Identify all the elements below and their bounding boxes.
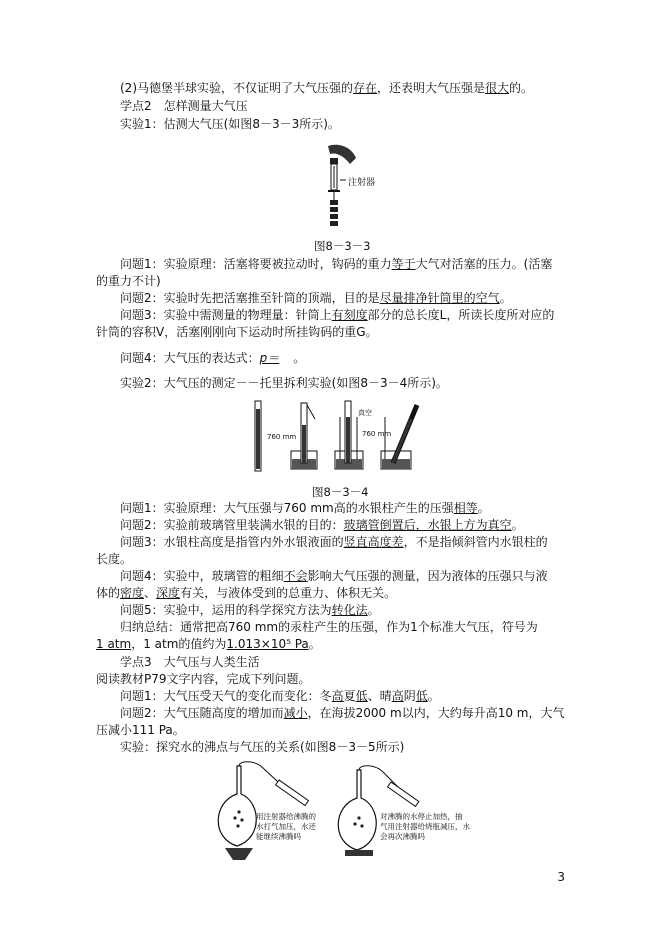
- text: 影响大气压强的测量，因为液体的压强只与液: [307, 569, 548, 583]
- question-1-principle: [120, 256, 552, 272]
- blank-answer: 竖直高度差: [343, 535, 404, 549]
- text: 。: [477, 501, 490, 515]
- paragraph-magdeburg: [120, 80, 533, 96]
- text: 有关，与液体受到的总重力、体积无关。: [180, 586, 397, 600]
- torricelli-question-2: [120, 517, 524, 533]
- text: 。: [308, 637, 321, 651]
- section-heading-3: 学点3 大气压与人类生活: [120, 655, 260, 669]
- text: ，1 atm的值约为: [131, 637, 227, 651]
- experiment-1-title: 实验1：估测大气压(如图8－3－3所示)。: [120, 117, 340, 131]
- question-1-cont: 的重力不计): [96, 274, 161, 288]
- life-question-1: [120, 688, 440, 704]
- text: 问题4：大气压的表达式：: [120, 351, 260, 365]
- text: 对沸腾的水停止加热，抽: [380, 812, 463, 821]
- height-label-1: 760 mm: [267, 433, 297, 441]
- text: 问题1：实验原理：大气压强与760 mm高的水银柱产生的压强: [120, 501, 454, 515]
- question-3: [120, 307, 554, 323]
- text: 。: [293, 351, 306, 365]
- text: ，不是指倾斜管内水银柱的: [403, 535, 548, 549]
- text: ，在海拔2000 m以内，大约每升高10 m，大气: [307, 706, 565, 720]
- text: 问题5：实验中，运用的科学探究方法为: [120, 603, 332, 617]
- text: 水打气加压，水还: [256, 822, 316, 831]
- blank-answer: 深度: [156, 586, 181, 600]
- text: 问题2：大气压随高度的增加而: [120, 706, 284, 720]
- text: 问题3：水银柱高度是指管内外水银液面的: [120, 535, 344, 549]
- blank-answer: 玻璃管倒置后，水银上方为真空: [343, 518, 512, 532]
- blank-answer: 很大: [485, 81, 510, 95]
- figure-caption-2: 图8－3－4: [312, 485, 369, 499]
- blank-answer: 有刻度: [331, 308, 368, 322]
- life-question-2: [120, 705, 564, 721]
- text: 。: [367, 603, 380, 617]
- blank-answer: 等于: [391, 257, 416, 271]
- question-2: [120, 290, 512, 306]
- text: 夏: [343, 689, 356, 703]
- text: 问题2：实验时先把活塞推至针筒的顶端，目的是: [120, 291, 380, 305]
- page-number: 3: [557, 870, 565, 884]
- reading-instruction: 阅读教材P79文字内容，完成下列问题。: [96, 672, 311, 686]
- syringe-label: 注射器: [348, 178, 376, 188]
- blank-answer: 低: [415, 689, 428, 703]
- text: 。: [499, 291, 512, 305]
- text: 问题1：大气压受天气的变化而变化：冬: [120, 689, 332, 703]
- text: 气用注射器给烧瓶减压，水: [380, 822, 470, 831]
- text: 大气对活塞的压力。(活塞: [415, 257, 553, 271]
- text: 体的: [96, 586, 121, 600]
- blank-answer: 1.013×10⁵ Pa: [226, 637, 309, 651]
- vacuum-label: 真空: [358, 409, 372, 417]
- question-3-cont: 针筒的容积V，活塞刚刚向下运动时所挂钩码的重G。: [96, 325, 378, 339]
- torricelli-question-5: [120, 602, 380, 618]
- left-flask-caption: [256, 812, 316, 842]
- height-label-2: 760 mm: [362, 430, 392, 438]
- text: 能继续沸腾吗: [256, 832, 301, 841]
- blank-answer: 1 atm: [96, 637, 132, 651]
- text: (2)马德堡半球实验，不仅证明了大气压强的: [120, 81, 353, 95]
- text: 部分的总长度L，所读长度所对应的: [367, 308, 555, 322]
- summary-cont: [96, 636, 321, 652]
- torricelli-question-3-cont: 长度。: [96, 552, 133, 566]
- life-question-2-cont: 压减小111 Pa。: [96, 723, 185, 737]
- boiling-figure: [205, 760, 475, 862]
- blank-answer: 高: [331, 689, 344, 703]
- text: 问题1：实验原理：活塞将要被拉动时，钩码的重力: [120, 257, 392, 271]
- blank-answer: 存在: [353, 81, 378, 95]
- torricelli-question-3: [120, 534, 548, 550]
- right-flask-caption: [380, 812, 470, 842]
- text: 问题3：实验中需测量的物理量：针筒上: [120, 308, 332, 322]
- question-4: [120, 350, 305, 366]
- summary: 归纳总结：通常把高760 mm的汞柱产生的压强，作为1个标准大气压，符号为: [120, 620, 538, 634]
- torricelli-question-4-cont: [96, 585, 396, 601]
- text: 用注射器给沸腾的: [256, 812, 316, 821]
- text: 。: [511, 518, 524, 532]
- torricelli-question-4: [120, 568, 548, 584]
- blank-answer: 减小: [283, 706, 308, 720]
- experiment-2-title: 实验2：大气压的测定－－托里拆利实验(如图8－3－4所示)。: [120, 376, 448, 390]
- text: 阴: [403, 689, 416, 703]
- text: 问题2：实验前玻璃管里装满水银的目的：: [120, 518, 344, 532]
- blank-answer: 相等: [453, 501, 478, 515]
- text: 问题4：实验中，玻璃管的粗细: [120, 569, 284, 583]
- blank-answer: 低: [355, 689, 368, 703]
- figure-caption-1: 图8－3－3: [314, 239, 371, 253]
- text: 。: [427, 689, 440, 703]
- text: ，还表明大气压强是: [377, 81, 486, 95]
- blank-answer: 尽量排净针筒里的空气: [379, 291, 500, 305]
- text: 、晴: [367, 689, 392, 703]
- blank-answer: 转化法: [331, 603, 368, 617]
- text: 、: [144, 586, 157, 600]
- section-heading-2: 学点2 怎样测量大气压: [120, 99, 248, 113]
- experiment-3-title: 实验：探究水的沸点与气压的关系(如图8－3－5所示): [120, 740, 405, 754]
- blank-answer: 高: [391, 689, 404, 703]
- blank-answer: 密度: [120, 586, 145, 600]
- torricelli-question-1: [120, 500, 490, 516]
- blank-answer: 不会: [283, 569, 308, 583]
- text: 的。: [509, 81, 534, 95]
- syringe-figure: [300, 140, 390, 232]
- text: 会再次沸腾吗: [380, 832, 425, 841]
- blank-answer: p＝: [259, 351, 280, 365]
